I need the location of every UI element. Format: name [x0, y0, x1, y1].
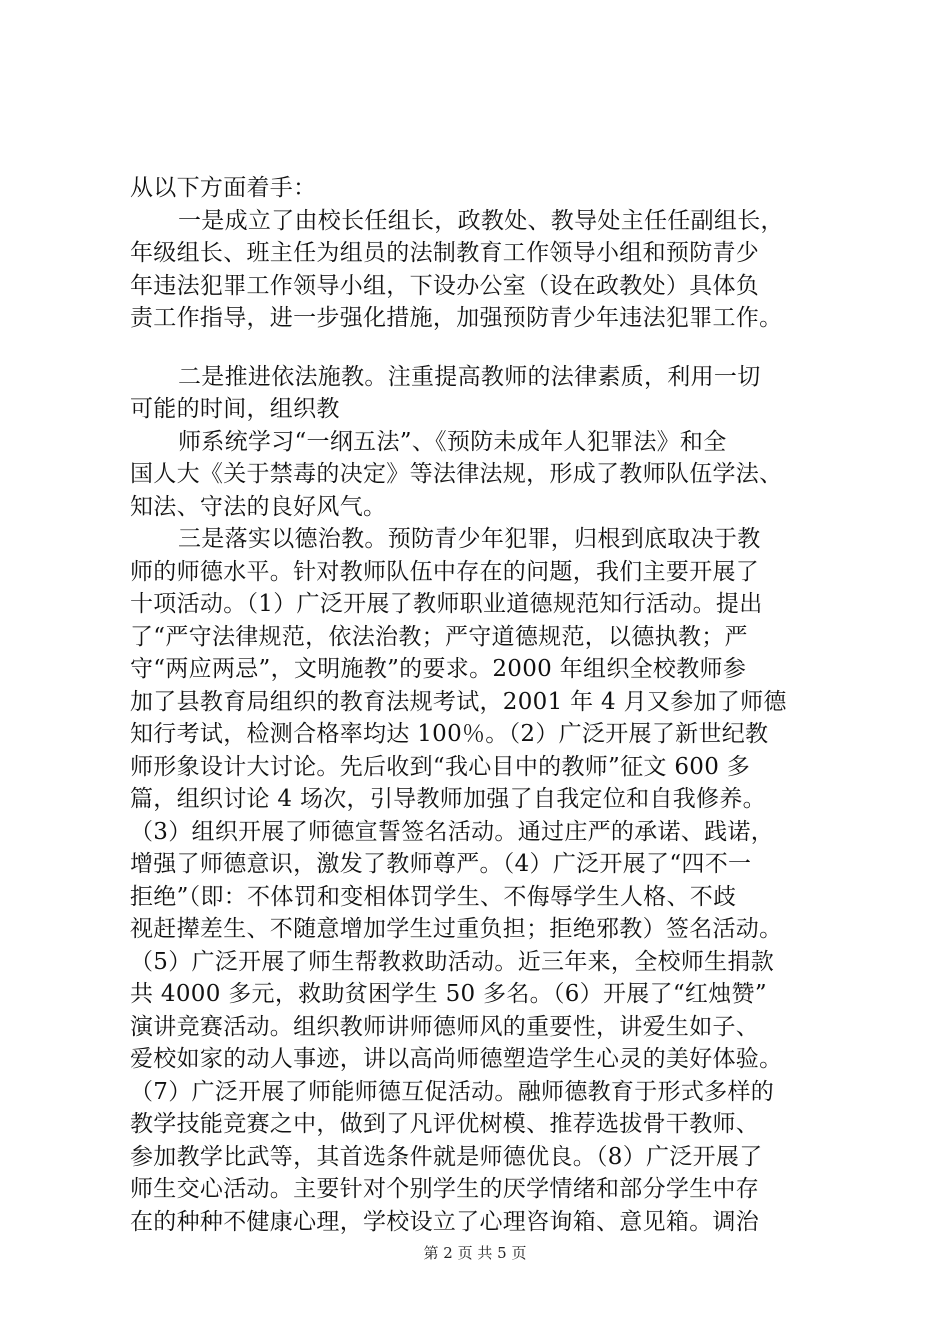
text-line: （3）组织开展了师德宣誓签名活动。通过庄严的承诺、践诺， [130, 818, 775, 845]
text-line: 守“两应两忌”，文明施教”的要求。2000 年组织全校教师参 [130, 656, 747, 682]
text-line: （5）广泛开展了师生帮教救助活动。近三年来，全校师生捐款 [130, 948, 775, 975]
text-line: 从以下方面着手： [130, 175, 317, 201]
text-line: 加了县教育局组织的教育法规考试，2001 年 4 月又参加了师德 [130, 688, 787, 715]
text-line: 知行考试，检测合格率均达 100％。（2）广泛开展了新世纪教 [130, 721, 769, 747]
text-line: 责工作指导，进一步强化措施，加强预防青少年违法犯罪工作。 [130, 305, 783, 331]
text-line: 可能的时间，组织教 [130, 396, 340, 422]
body-text [130, 172, 845, 1238]
text-line: 年级组长、班主任为组员的法制教育工作领导小组和预防青少 [130, 240, 760, 266]
text-line: 师形象设计大讨论。先后收到“我心目中的教师”征文 600 多 [130, 753, 751, 780]
text-line: 篇，组织讨论 4 场次，引导教师加强了自我定位和自我修养。 [130, 786, 766, 812]
text-line: 共 4000 多元，救助贫困学生 50 多名。（6）开展了“红烛赞” [130, 981, 767, 1007]
text-line: 增强了师德意识，激发了教师尊严。（4）广泛开展了“四不一 [130, 851, 752, 877]
paragraph-start-line: 一是成立了由校长任组长，政教处、教导处主任任副组长， [178, 207, 784, 234]
text-line: 在的种种不健康心理，学校设立了心理咨询箱、意见箱。调治 [130, 1208, 760, 1235]
text-line: 教学技能竞赛之中，做到了凡评优树模、推荐选拔骨干教师、 [130, 1111, 760, 1137]
paragraph-gap [130, 335, 845, 361]
text-line: 参加教学比武等，其首选条件就是师德优良。（8）广泛开展了 [130, 1143, 763, 1170]
text-line: 国人大《关于禁毒的决定》等法律法规，形成了教师队伍学法、 [130, 461, 783, 487]
text-line: 了“严守法律规范，依法治教；严守道德规范，以德执教；严 [130, 623, 748, 650]
text-line: 拒绝”（即：不体罚和变相体罚学生、不侮辱学生人格、不歧 [130, 883, 737, 910]
page-number-footer: 第 2 页 共 5 页 [423, 1244, 527, 1262]
text-line: 视赶撵差生、不随意增加学生过重负担；拒绝邪教）签名活动。 [130, 916, 783, 942]
text-line: 爱校如家的动人事迹，讲以高尚师德塑造学生心灵的美好体验。 [130, 1046, 783, 1072]
paragraph-start-line: 三是落实以德治教。预防青少年犯罪，归根到底取决于教 [178, 526, 761, 552]
paragraph-start-line: 二是推进依法施教。注重提高教师的法律素质，利用一切 [178, 363, 761, 390]
text-line: 年违法犯罪工作领导小组，下设办公室（设在政教处）具体负 [130, 272, 760, 299]
paragraph-start-line: 师系统学习“一纲五法”、《预防未成年人犯罪法》和全 [178, 428, 727, 455]
text-line: 师生交心活动。主要针对个别学生的厌学情绪和部分学生中存 [130, 1176, 760, 1202]
text-line: 师的师德水平。针对教师队伍中存在的问题，我们主要开展了 [130, 558, 760, 585]
text-line: 知法、守法的良好风气。 [130, 493, 387, 520]
text-line: 十项活动。（1）广泛开展了教师职业道德规范知行活动。提出 [130, 591, 763, 617]
text-line: 演讲竞赛活动。组织教师讲师德师风的重要性，讲爱生如子、 [130, 1013, 760, 1040]
text-line: （7）广泛开展了师能师德互促活动。融师德教育于形式多样的 [130, 1078, 775, 1105]
